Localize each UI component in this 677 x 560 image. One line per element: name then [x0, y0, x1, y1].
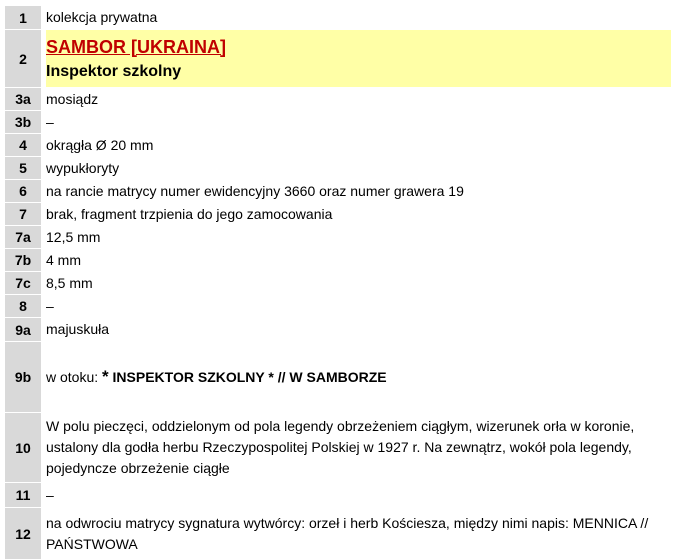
- row-value: 4 mm: [44, 249, 672, 272]
- table-row-highlighted: [5, 30, 671, 88]
- table-row: [5, 111, 671, 134]
- row-number: 3a: [5, 88, 44, 111]
- table-row: [5, 318, 671, 342]
- row-value: 12,5 mm: [44, 226, 672, 249]
- row-value: 8,5 mm: [44, 272, 672, 295]
- row-number: 7a: [5, 226, 44, 249]
- table-row: [5, 483, 671, 508]
- row-number: 12: [5, 508, 44, 560]
- row-value: W polu pieczęci, oddzielonym od pola legendy obrzeżeniem ciągłym, wizerunek orła w koronie, ustalony dla godła herbu Rzeczypospolitej Polskiej w 1927 r. Na zewnątrz, wokół pola legendy, pojedyncze obrzeżenie ciągłe: [44, 413, 672, 483]
- row-value: –: [44, 295, 672, 318]
- row-value: okrągła Ø 20 mm: [44, 134, 672, 157]
- legend-text: INSPEKTOR SZKOLNY * // W SAMBORZE: [112, 369, 387, 385]
- row-value: wypukłoryty: [44, 157, 672, 180]
- row-number: 2: [5, 30, 44, 88]
- row-number: 3b: [5, 111, 44, 134]
- row-value: majuskuła: [44, 318, 672, 342]
- row-number: 1: [5, 6, 44, 30]
- row-number: 8: [5, 295, 44, 318]
- row-value: kolekcja prywatna: [44, 6, 672, 30]
- table-row: [5, 508, 671, 560]
- row-value: –: [44, 111, 672, 134]
- table-row: [5, 295, 671, 318]
- row-value: [44, 342, 672, 413]
- row-number: 4: [5, 134, 44, 157]
- record-table: [5, 5, 671, 560]
- row-number: 7b: [5, 249, 44, 272]
- row-value: na odwrociu matrycy sygnatura wytwórcy: orzeł i herb Kościesza, między nimi napis: MENNICA // PAŃSTWOWA: [44, 508, 672, 560]
- place-title: SAMBOR [UKRAINA]: [46, 36, 226, 57]
- legend-prefix: w otoku:: [46, 369, 99, 385]
- row-number: 11: [5, 483, 44, 508]
- row-value: [44, 30, 672, 88]
- row-value: mosiądz: [44, 88, 672, 111]
- table-row: [5, 413, 671, 483]
- table-row: [5, 272, 671, 295]
- row-value: –: [44, 483, 672, 508]
- row-value: brak, fragment trzpienia do jego zamocowania: [44, 203, 672, 226]
- office-subtitle: Inspektor szkolny: [46, 62, 182, 80]
- table-row: [5, 157, 671, 180]
- table-row: [5, 88, 671, 111]
- row-number: 7: [5, 203, 44, 226]
- table-row: [5, 203, 671, 226]
- table-row: [5, 180, 671, 203]
- row-number: 5: [5, 157, 44, 180]
- table-row: [5, 134, 671, 157]
- row-number: 10: [5, 413, 44, 483]
- table-row: [5, 249, 671, 272]
- row-value: na rancie matrycy numer ewidencyjny 3660 oraz numer grawera 19: [44, 180, 672, 203]
- table-row: [5, 226, 671, 249]
- legend-star: *: [102, 367, 109, 386]
- row-number: 9a: [5, 318, 44, 342]
- row-number: 6: [5, 180, 44, 203]
- row-number: 9b: [5, 342, 44, 413]
- table-row: [5, 342, 671, 413]
- row-number: 7c: [5, 272, 44, 295]
- table-row: [5, 6, 671, 30]
